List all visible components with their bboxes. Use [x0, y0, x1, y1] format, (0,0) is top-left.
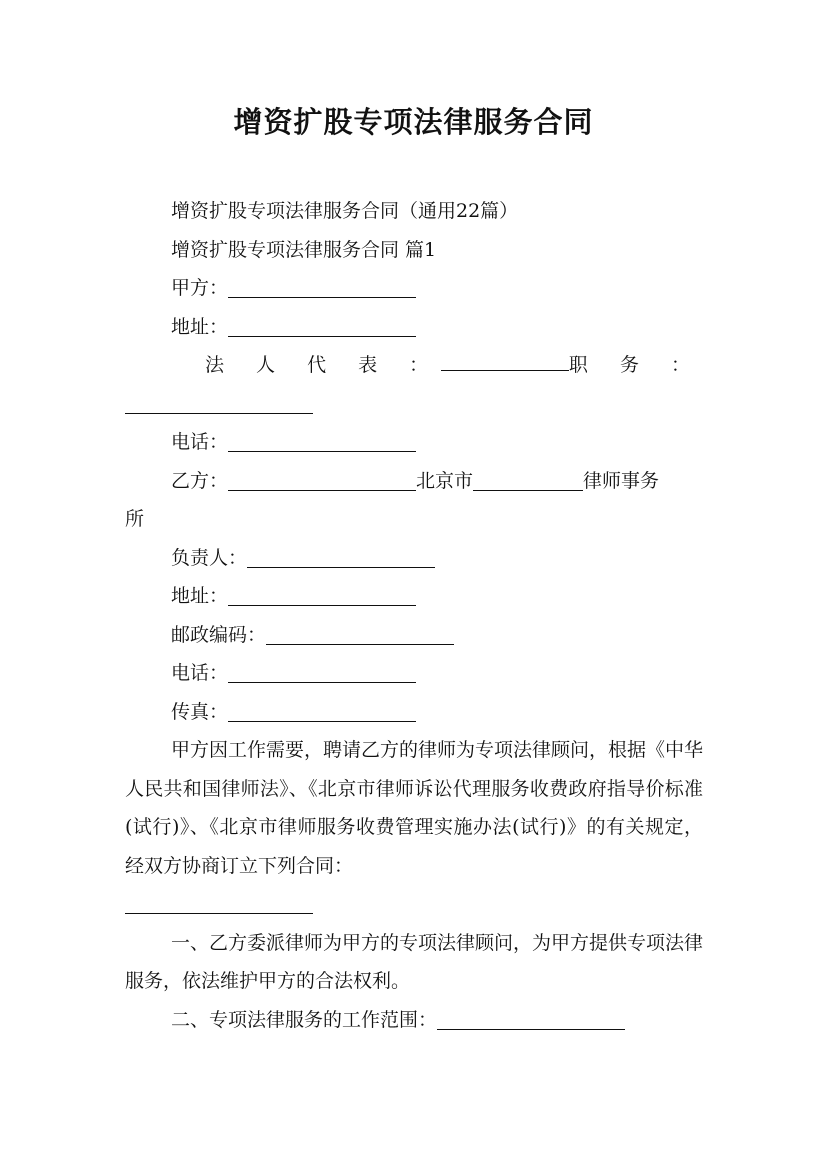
clause-1 — [125, 924, 703, 1001]
phone-line-2 — [125, 654, 703, 693]
postcode-label: 邮政编码： — [171, 623, 267, 646]
party-b-label: 乙方： — [171, 469, 229, 492]
party-b-firm-end-line — [125, 500, 703, 539]
postcode-blank — [266, 622, 454, 645]
intro-blank — [125, 891, 313, 914]
address-line-2 — [125, 577, 703, 616]
fax-blank — [228, 699, 416, 722]
phone-label-2: 电话： — [171, 662, 229, 684]
address-blank — [228, 314, 416, 337]
position-blank — [125, 391, 313, 414]
phone-blank-2 — [228, 660, 416, 683]
address-label: 地址： — [171, 315, 229, 338]
party-b-firm-blank — [473, 468, 583, 491]
position-line — [125, 385, 703, 424]
clause-2-blank — [437, 1007, 625, 1030]
party-b-line — [125, 462, 703, 501]
address-blank-2 — [228, 583, 416, 606]
postcode-line — [125, 616, 703, 655]
clause-2-line — [125, 1001, 703, 1040]
phone-label: 电话： — [171, 431, 229, 453]
responsible-line — [125, 539, 703, 578]
legal-rep-line — [125, 346, 703, 385]
document-title: 增资扩股专项法律服务合同 — [233, 105, 594, 139]
chapter-heading: 增资扩股专项法律服务合同 篇1 — [171, 238, 437, 261]
clause-1-text: 一、乙方委派律师为甲方的专项法律顾问，为甲方提供专项法律服务，依法维护甲方的合法权利。 — [125, 931, 704, 992]
party-a-label: 甲方： — [171, 277, 229, 299]
party-b-city: 北京市 — [416, 469, 474, 492]
party-b-firm-end: 所 — [125, 508, 145, 530]
fax-line — [125, 693, 703, 732]
party-b-blank — [228, 468, 416, 491]
document-subtitle: 增资扩股专项法律服务合同（通用22篇） — [171, 200, 519, 222]
legal-rep-blank — [441, 348, 569, 371]
party-a-blank — [228, 275, 416, 298]
responsible-label: 负责人： — [171, 546, 248, 569]
intro-paragraph-text: 甲方因工作需要，聘请乙方的律师为专项法律顾问，根据《中华人民共和国律师法》、《北京市律师诉讼代理服务收费政府指导价标准(试行)》、《北京市律师服务收费管理实施办法(试行)》的有关规定，经双方协商订立下列合同： — [125, 739, 704, 877]
address-label-2: 地址： — [171, 585, 229, 607]
position-label: 职 务 ： — [568, 354, 703, 376]
document-body — [125, 192, 703, 1039]
intro-blank-line — [125, 885, 703, 924]
phone-line — [125, 423, 703, 462]
intro-paragraph — [125, 731, 703, 885]
party-b-firm-start: 律师事务 — [583, 469, 660, 492]
phone-blank — [228, 429, 416, 452]
legal-rep-label: 法 人 代 表 ： — [205, 354, 442, 376]
clause-2-label: 二、专项法律服务的工作范围： — [171, 1008, 438, 1031]
fax-label: 传真： — [171, 700, 229, 723]
party-a-line — [125, 269, 703, 308]
responsible-blank — [247, 545, 435, 568]
address-line — [125, 308, 703, 347]
